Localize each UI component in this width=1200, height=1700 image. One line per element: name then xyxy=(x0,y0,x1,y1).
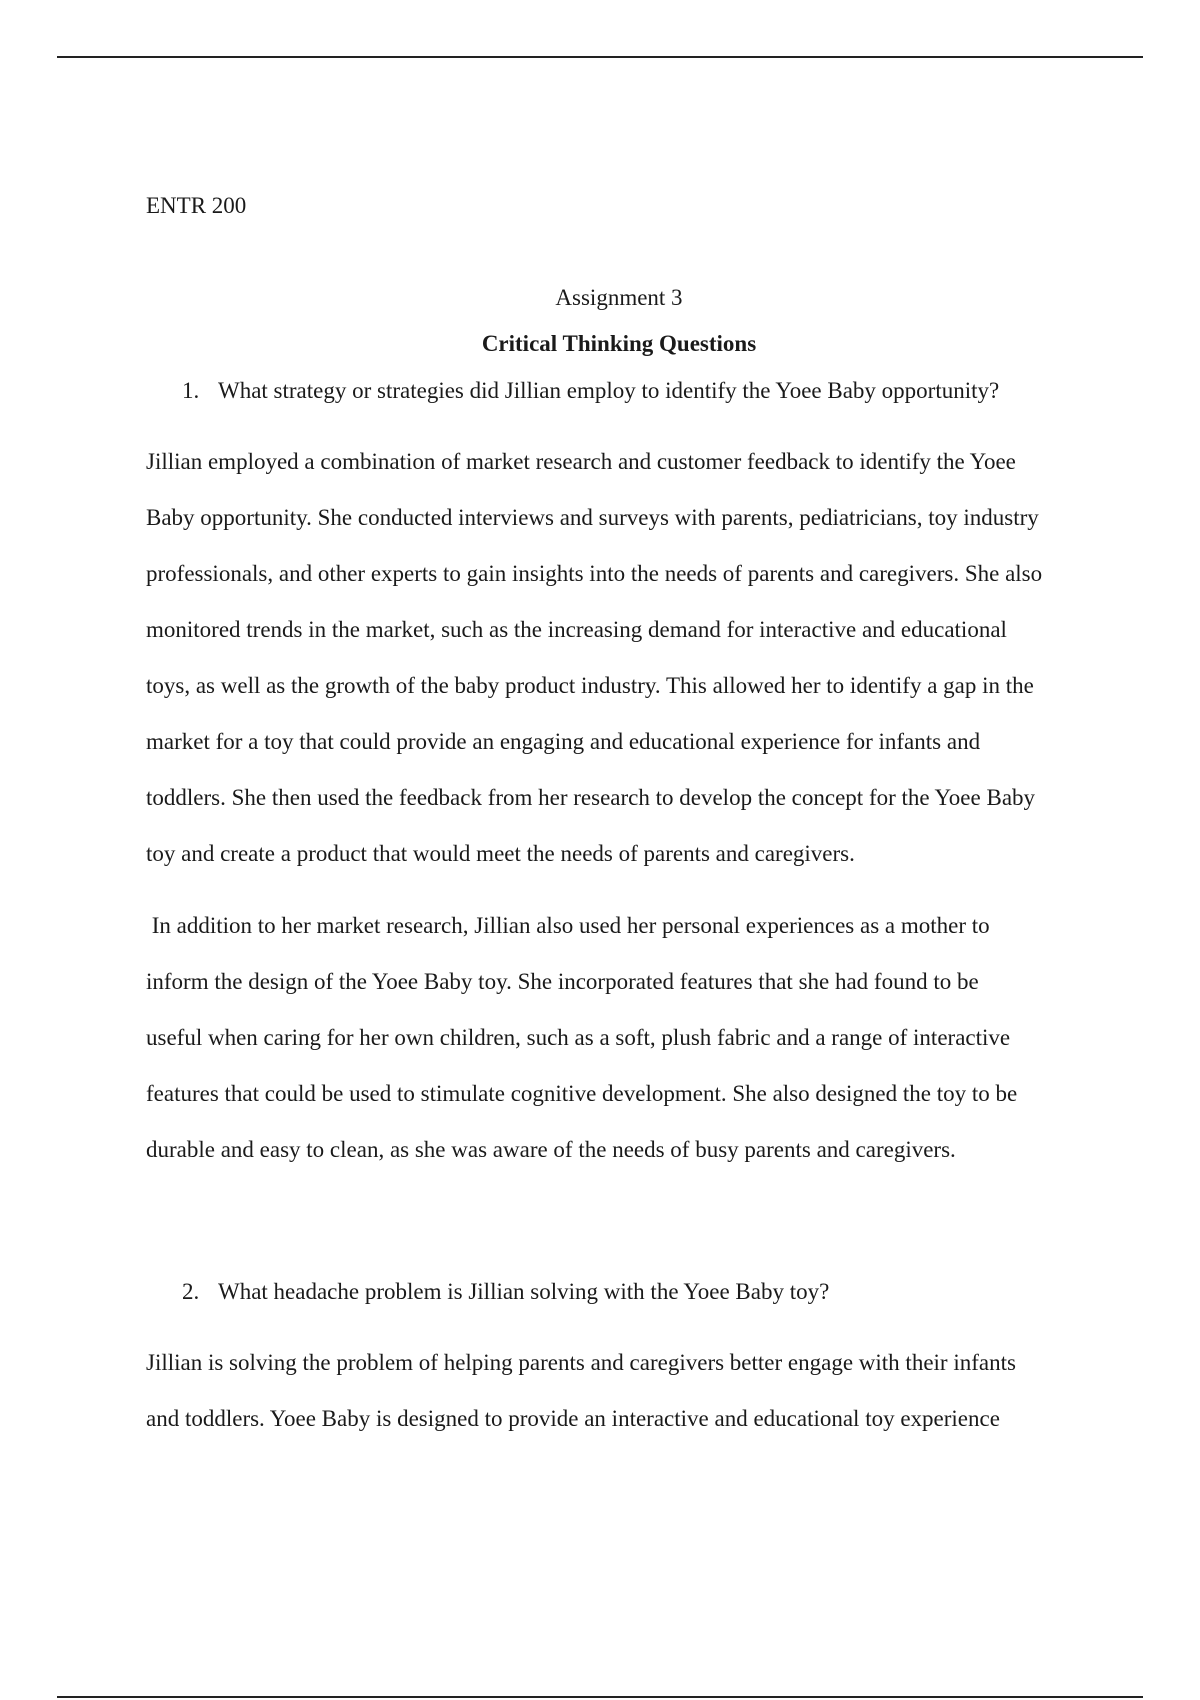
question-1-number: 1. xyxy=(182,378,200,403)
paragraph-line: features that could be used to stimulate cognitive development. She also designed the toy to be xyxy=(146,1081,1018,1106)
paragraph-line: market for a toy that could provide an engaging and educational experience for infants and xyxy=(146,729,981,754)
paragraph-line: toy and create a product that would meet the needs of parents and caregivers. xyxy=(146,841,855,866)
answer-1-paragraph-1 xyxy=(146,434,1092,882)
paragraph-line: In addition to her market research, Jillian also used her personal experiences as a mother to xyxy=(146,913,990,938)
question-2-text: What headache problem is Jillian solving with the Yoee Baby toy? xyxy=(218,1279,830,1304)
assignment-title: Assignment 3 xyxy=(555,285,683,310)
question-2 xyxy=(182,1278,829,1306)
paragraph-line: durable and easy to clean, as she was aware of the needs of busy parents and caregivers. xyxy=(146,1137,956,1162)
paragraph-line: toys, as well as the growth of the baby product industry. This allowed her to identify a gap in the xyxy=(146,673,1034,698)
section-title: Critical Thinking Questions xyxy=(481,331,757,356)
question-2-number: 2. xyxy=(182,1279,200,1304)
course-code: ENTR 200 xyxy=(146,193,247,218)
paragraph-line: Jillian is solving the problem of helping parents and caregivers better engage with their infants xyxy=(146,1350,1016,1375)
bottom-rule xyxy=(57,1696,1143,1698)
paragraph-line: useful when caring for her own children, such as a soft, plush fabric and a range of interactive xyxy=(146,1025,1011,1050)
answer-2-paragraph-1 xyxy=(146,1335,1092,1447)
question-1-text: What strategy or strategies did Jillian employ to identify the Yoee Baby opportunity? xyxy=(218,378,1000,403)
paragraph-line: toddlers. She then used the feedback from her research to develop the concept for the Yoee Baby xyxy=(146,785,1036,810)
paragraph-line: monitored trends in the market, such as the increasing demand for interactive and educational xyxy=(146,617,1007,642)
top-rule xyxy=(57,56,1143,58)
paragraph-line: inform the design of the Yoee Baby toy. She incorporated features that she had found to be xyxy=(146,969,979,994)
paragraph-line: Jillian employed a combination of market research and customer feedback to identify the Yoee xyxy=(146,449,1016,474)
answer-1-paragraph-2 xyxy=(146,898,1092,1178)
paragraph-line: and toddlers. Yoee Baby is designed to provide an interactive and educational toy experience xyxy=(146,1406,1000,1431)
paragraph-line: Baby opportunity. She conducted interviews and surveys with parents, pediatricians, toy industry xyxy=(146,505,1039,530)
question-1 xyxy=(182,377,999,405)
paragraph-line: professionals, and other experts to gain insights into the needs of parents and caregivers. She also xyxy=(146,561,1043,586)
